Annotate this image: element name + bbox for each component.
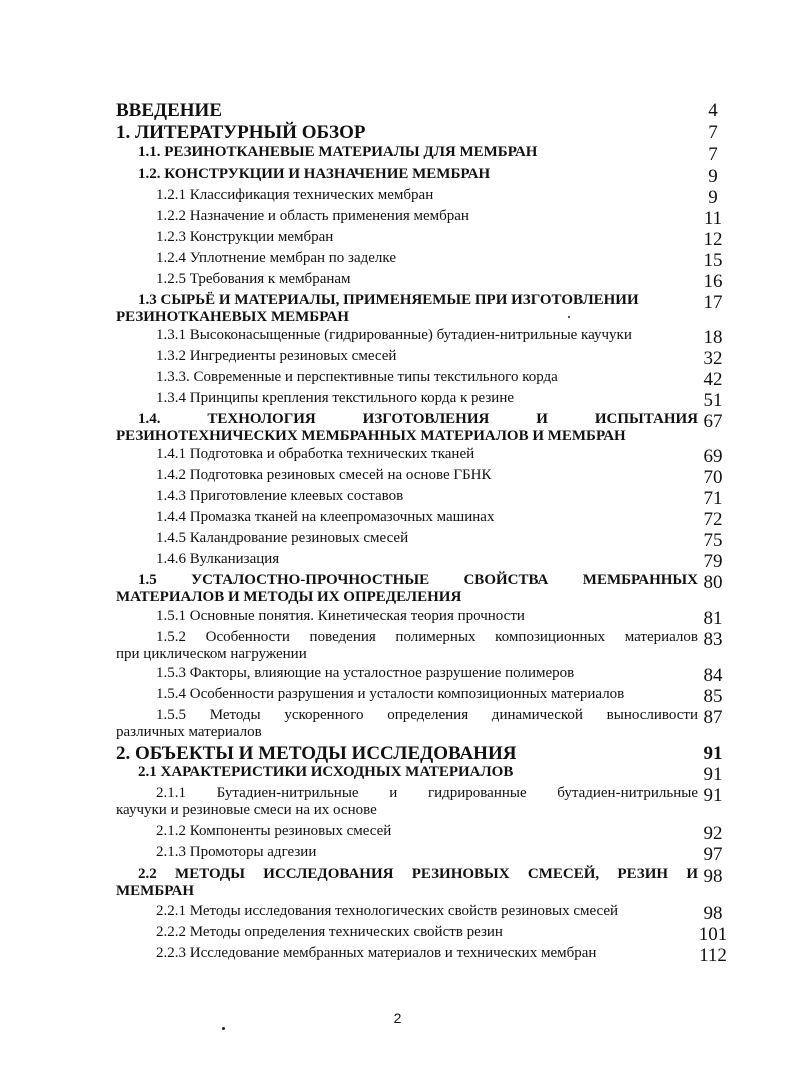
toc-page: 98	[703, 866, 723, 887]
toc-entry[interactable]	[116, 208, 728, 229]
toc-title-line: МАТЕРИАЛОВ И МЕТОДЫ ИХ ОПРЕДЕЛЕНИЯ	[116, 589, 462, 605]
toc-title: 1.2.5 Требования к мембранам	[156, 271, 351, 287]
toc-page: 69	[703, 446, 723, 467]
toc-title: 1.5.1 Основные понятия. Кинетическая теория прочности	[156, 608, 525, 624]
toc-page: 87	[703, 707, 723, 728]
toc-page: 72	[703, 509, 723, 530]
toc-title: 1.4.1 Подготовка и обработка технических тканей	[156, 446, 475, 462]
toc-title-line: РЕЗИНОТКАНЕВЫХ МЕМБРАН	[116, 309, 349, 325]
toc-title-line: 1.5.2 Особенности поведения полимерных композиционных материалов	[156, 629, 698, 645]
table-of-contents	[116, 100, 728, 966]
toc-title: 1.3.1 Высоконасыщенные (гидрированные) бутадиен-нитрильные каучуки	[156, 327, 632, 343]
toc-title-line: 1.4. ТЕХНОЛОГИЯ ИЗГОТОВЛЕНИЯ И ИСПЫТАНИЯ	[138, 411, 698, 427]
toc-entry[interactable]	[116, 411, 728, 445]
toc-page: 101	[698, 924, 728, 945]
toc-entry[interactable]	[116, 866, 728, 900]
toc-page: 42	[703, 369, 723, 390]
toc-page: 16	[703, 271, 723, 292]
toc-entry[interactable]	[116, 509, 728, 530]
toc-page: 4	[708, 100, 718, 121]
toc-entry[interactable]	[116, 271, 728, 292]
toc-title: 1.4.2 Подготовка резиновых смесей на основе ГБНК	[156, 467, 492, 483]
toc-title: 1.4.5 Каландрование резиновых смесей	[156, 530, 409, 546]
toc-entry[interactable]	[116, 292, 728, 326]
toc-title-line: 2.1.1 Бутадиен-нитрильные и гидрированные бутадиен-нитрильные	[156, 785, 698, 801]
toc-page: 7	[708, 122, 718, 143]
toc-title: 1.2. КОНСТРУКЦИИ И НАЗНАЧЕНИЕ МЕМБРАН	[138, 166, 491, 182]
toc-title: 2.2.1 Методы исследования технологических свойств резиновых смесей	[156, 903, 619, 919]
toc-entry[interactable]	[116, 945, 728, 966]
toc-page: 98	[703, 903, 723, 924]
toc-title: 2. ОБЪЕКТЫ И МЕТОДЫ ИССЛЕДОВАНИЯ	[116, 743, 517, 764]
toc-page: 75	[703, 530, 723, 551]
toc-title-line: каучуки и резиновые смеси на их основе	[116, 802, 377, 818]
toc-title-line: РЕЗИНОТЕХНИЧЕСКИХ МЕМБРАННЫХ МАТЕРИАЛОВ И МЕМБРАН	[116, 428, 626, 444]
toc-page: 9	[708, 166, 718, 187]
toc-page: 85	[703, 686, 723, 707]
toc-title-line: различных материалов	[116, 724, 262, 740]
toc-entry[interactable]	[116, 924, 728, 945]
toc-page: 79	[703, 551, 723, 572]
toc-title: 2.1.3 Промоторы адгезии	[156, 844, 317, 860]
toc-title: 1.5.3 Факторы, влияющие на усталостное разрушение полимеров	[156, 665, 575, 681]
toc-page: 70	[703, 467, 723, 488]
toc-title: 1.2.2 Назначение и область применения мембран	[156, 208, 469, 224]
toc-page: 112	[699, 945, 727, 966]
toc-page: 15	[703, 250, 723, 271]
toc-entry[interactable]	[116, 629, 728, 663]
toc-page: 17	[703, 292, 723, 313]
toc-entry[interactable]	[116, 100, 728, 121]
toc-page: 32	[703, 348, 723, 369]
toc-title: 1.2.1 Классификация технических мембран	[156, 187, 434, 203]
toc-page: 51	[703, 390, 723, 411]
toc-title: 1.1. РЕЗИНОТКАНЕВЫЕ МАТЕРИАЛЫ ДЛЯ МЕМБРАН	[138, 144, 538, 160]
toc-entry[interactable]	[116, 166, 728, 187]
toc-title: 1. ЛИТЕРАТУРНЫЙ ОБЗОР	[116, 122, 366, 143]
toc-entry[interactable]	[116, 390, 728, 411]
toc-entry[interactable]	[116, 187, 728, 208]
toc-title: 1.2.4 Уплотнение мембран по заделке	[156, 250, 396, 266]
toc-page: 71	[703, 488, 723, 509]
toc-title: 1.3.2 Ингредиенты резиновых смесей	[156, 348, 397, 364]
toc-page: 12	[703, 229, 723, 250]
toc-title: 2.1 ХАРАКТЕРИСТИКИ ИСХОДНЫХ МАТЕРИАЛОВ	[138, 764, 514, 780]
toc-title-line: 2.2 МЕТОДЫ ИССЛЕДОВАНИЯ РЕЗИНОВЫХ СМЕСЕЙ, РЕЗИН И	[138, 866, 698, 882]
toc-page: 67	[703, 411, 723, 432]
toc-title: 2.2.3 Исследование мембранных материалов и технических мембран	[156, 945, 597, 961]
toc-page: 9	[708, 187, 718, 208]
toc-title: 1.2.3 Конструкции мембран	[156, 229, 334, 245]
toc-entry[interactable]	[116, 572, 728, 606]
toc-entry[interactable]	[116, 844, 728, 865]
toc-entry[interactable]	[116, 665, 728, 686]
toc-page: 80	[703, 572, 723, 593]
toc-title: 2.2.2 Методы определения технических свойств резин	[156, 924, 503, 940]
toc-title: 2.1.2 Компоненты резиновых смесей	[156, 823, 392, 839]
toc-page: 91	[703, 764, 723, 785]
toc-entry[interactable]	[116, 551, 728, 572]
toc-entry[interactable]	[116, 707, 728, 741]
toc-entry[interactable]	[116, 764, 728, 785]
toc-page: 91	[703, 743, 723, 764]
toc-page: 92	[703, 823, 723, 844]
toc-entry[interactable]	[116, 327, 728, 348]
scan-speck	[568, 316, 570, 318]
toc-entry[interactable]	[116, 903, 728, 924]
toc-title: 1.4.6 Вулканизация	[156, 551, 280, 567]
toc-page: 84	[703, 665, 723, 686]
toc-entry[interactable]	[116, 446, 728, 467]
toc-page: 91	[703, 785, 723, 806]
toc-page: 7	[708, 144, 718, 165]
toc-page: 97	[703, 844, 723, 865]
toc-title-line: 1.3 СЫРЬЁ И МАТЕРИАЛЫ, ПРИМЕНЯЕМЫЕ ПРИ ИЗГОТОВЛЕНИИ	[138, 292, 639, 308]
toc-title: 1.4.3 Приготовление клеевых составов	[156, 488, 404, 504]
page-number: 2	[393, 1010, 402, 1026]
toc-entry[interactable]	[116, 144, 728, 165]
toc-entry[interactable]	[116, 608, 728, 629]
toc-entry[interactable]	[116, 369, 728, 390]
toc-entry[interactable]	[116, 686, 728, 707]
toc-page: 83	[703, 629, 723, 650]
toc-page: 18	[703, 327, 723, 348]
toc-entry[interactable]	[116, 122, 728, 143]
toc-page: 11	[703, 208, 723, 229]
toc-entry[interactable]	[116, 743, 728, 764]
toc-title: ВВЕДЕНИЕ	[116, 100, 222, 121]
toc-entry[interactable]	[116, 250, 728, 271]
toc-title-line: МЕМБРАН	[116, 883, 194, 899]
toc-title: 1.4.4 Промазка тканей на клеепромазочных машинах	[156, 509, 495, 525]
toc-title: 1.3.4 Принципы крепления текстильного корда к резине	[156, 390, 515, 406]
toc-entry[interactable]	[116, 467, 728, 488]
toc-page: 81	[703, 608, 723, 629]
toc-entry[interactable]	[116, 530, 728, 551]
toc-entry[interactable]	[116, 823, 728, 844]
toc-entry[interactable]	[116, 785, 728, 819]
toc-title: 1.3.3. Современные и перспективные типы текстильного корда	[156, 369, 558, 385]
toc-title: 1.5.4 Особенности разрушения и усталости композиционных материалов	[156, 686, 625, 702]
scan-speck	[222, 1027, 225, 1030]
toc-entry[interactable]	[116, 348, 728, 369]
toc-title-line: при циклическом нагружении	[116, 646, 307, 662]
toc-entry[interactable]	[116, 229, 728, 250]
toc-entry[interactable]	[116, 488, 728, 509]
toc-title-line: 1.5.5 Методы ускоренного определения динамической выносливости	[156, 707, 698, 723]
toc-title-line: 1.5 УСТАЛОСТНО-ПРОЧНОСТНЫЕ СВОЙСТВА МЕМБРАННЫХ	[138, 572, 698, 588]
